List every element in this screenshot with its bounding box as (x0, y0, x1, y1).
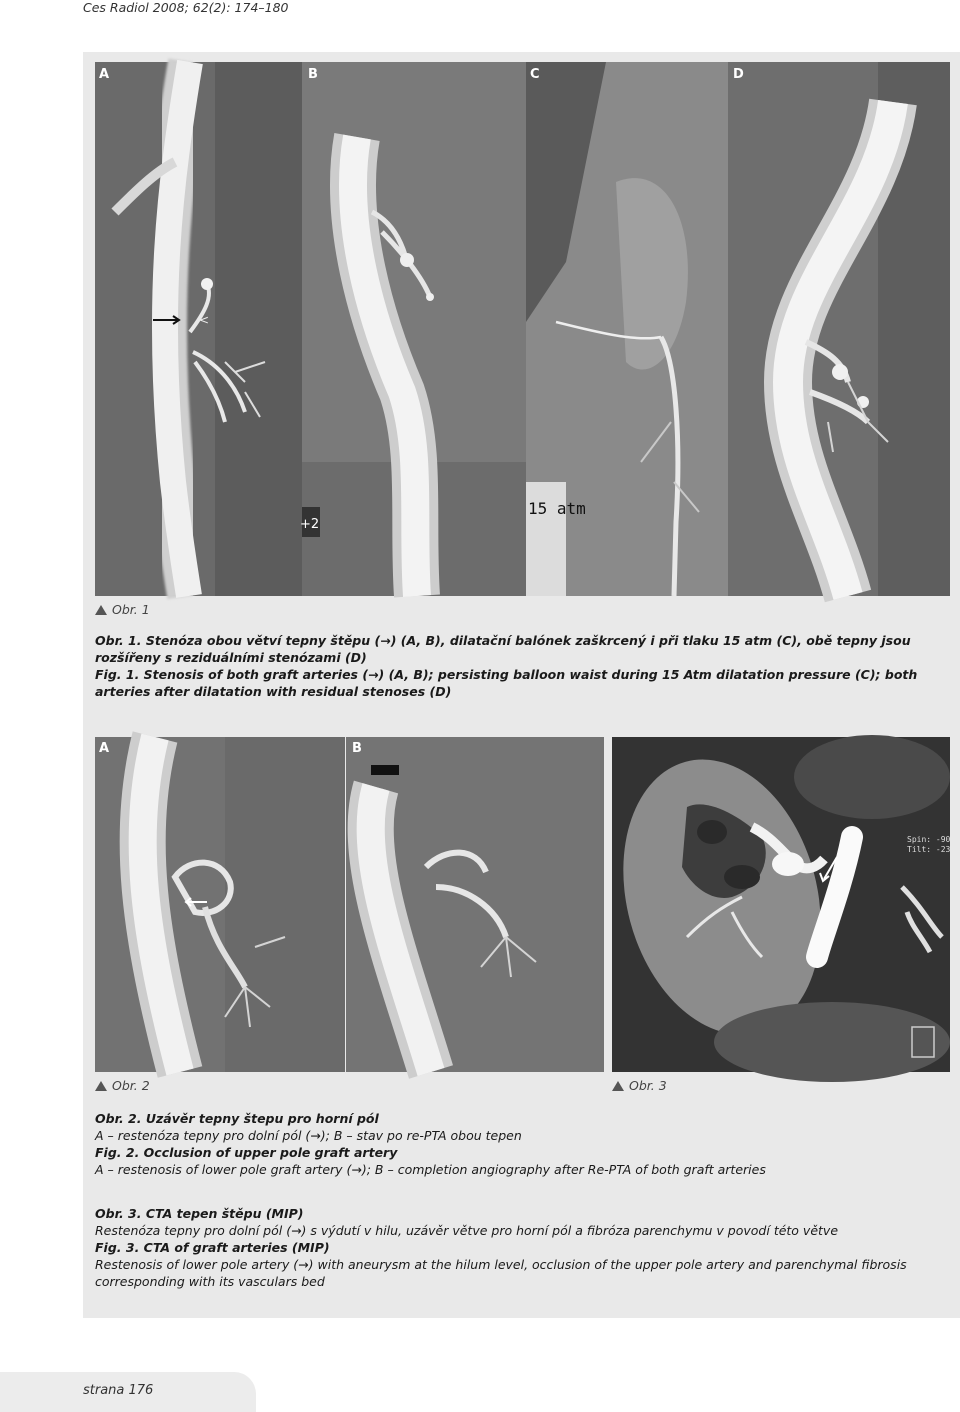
fig3-caption-en-title: Fig. 3. CTA of graft arteries (MIP) (95, 1240, 330, 1255)
fig1-label-c: C (530, 67, 540, 82)
fig1-caption-en (95, 666, 950, 700)
triangle-up-icon (95, 1081, 107, 1091)
triangle-up-icon (95, 605, 107, 615)
fig3-caption-cz-title: Obr. 3. CTA tepen štěpu (MIP) (95, 1206, 304, 1221)
fig3-caption (95, 1205, 950, 1290)
fig3-caption-en-text: Restenosis of lower pole artery (→) with aneurysm at the hilum level, occlusion of the upper pole artery and parenchymal fibrosis corresponding with its vasculars bed (95, 1257, 907, 1289)
fig1-obr-label: Obr. 1 (95, 602, 150, 617)
page-number: strana 176 (83, 1383, 154, 1398)
fig1-c-pressure: 15 atm (528, 499, 586, 518)
fig2-image-b (346, 737, 604, 1072)
fig3-obr-label: Obr. 3 (612, 1078, 667, 1093)
journal-citation: Ces Radiol 2008; 62(2): 174–180 (83, 0, 289, 15)
fig1-caption-cz-text: Obr. 1. Stenóza obou větví tepny štěpu (→) (A, B), dilatační balónek zaškrcený i při tlaku 15 atm (C), obě tepny jsou rozšířeny s reziduálními stenózami (D) (95, 633, 911, 665)
fig2-caption-en-text: A – restenosis of lower pole graft artery (→); B – completion angiography after Re-PTA of both graft arteries (95, 1162, 766, 1177)
fig1-label-b: B (308, 67, 318, 82)
triangle-up-icon (612, 1081, 624, 1091)
svg-text:<: < (199, 313, 210, 327)
fig1-image-b (302, 62, 526, 596)
fig1-b-marker: +2 (300, 517, 320, 532)
fig1-label-d: D (733, 67, 744, 82)
fig3-caption-cz-text: Restenóza tepny pro dolní pól (→) s výdutí v hilu, uzávěr větve pro horní pól a fibróza parenchymu v povodí této větve (95, 1223, 839, 1238)
fig2-caption-cz-title: Obr. 2. Uzávěr tepny štepu pro horní pól (95, 1111, 379, 1126)
fig1-image-d (728, 62, 950, 596)
fig2-caption (95, 1110, 950, 1178)
fig1-caption-cz (95, 632, 950, 666)
fig2-image-a (95, 737, 345, 1072)
fig1-image-c (526, 62, 728, 596)
fig1-image-a (95, 62, 302, 596)
fig3-tilt-text: Tilt: -23 (907, 845, 951, 854)
fig2-label-a: A (99, 741, 110, 756)
fig2-caption-en-title: Fig. 2. Occlusion of upper pole graft artery (95, 1145, 398, 1160)
fig2-caption-cz-text: A – restenóza tepny pro dolní pól (→); B – stav po re-PTA obou tepen (95, 1128, 522, 1143)
fig1-label-a: A (99, 67, 110, 82)
fig3-spin-text: Spin: -90 (907, 835, 951, 844)
fig3-image (612, 737, 950, 1072)
fig2-obr-label: Obr. 2 (95, 1078, 150, 1093)
fig1-caption-en-text: Fig. 1. Stenosis of both graft arteries (→) (A, B); persisting balloon waist during 15 Atm dilatation pressure (C); both arteries after dilatation with residual stenoses (D) (95, 667, 918, 699)
fig2-label-b: B (352, 741, 362, 756)
